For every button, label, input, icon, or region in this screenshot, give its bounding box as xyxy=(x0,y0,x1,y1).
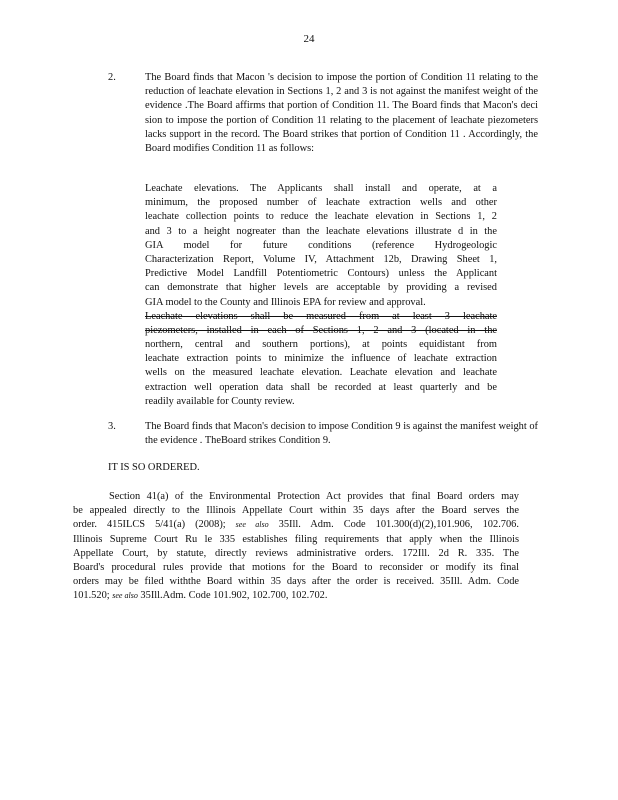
paragraph-line: Section 41(a) of the Environmental Protection Act provides that final Board orders may xyxy=(109,491,519,502)
paragraph-line: Board's procedural rules provide that motions for the Board to reconsider or modify its final xyxy=(73,561,519,573)
so-ordered-heading: IT IS SO ORDERED. xyxy=(108,462,200,473)
struck-text: Leachate elevations shall be measured from at least 3 leachate xyxy=(145,310,497,322)
item-text: The Board finds that Macon 's decision to impose the portion of Condition 11 relating to the reduction of leachate elevation in Sections 1, 2 and 3 is not against the manifest weight of the evidence .The Board affirms that portion of Condition 11. The Board finds that Macon's deci sion to impose the portion of Condition 11 relating to the placement of leachate piezometers lacks support in the record. The Board strikes that portion of Condition 11 . Accordingly, the Board modifies Condition 11 as follows: xyxy=(145,72,538,155)
paragraph-line: 101.520; see also 35Ill.Adm. Code 101.902, 102.700, 102.702. xyxy=(73,590,328,602)
paragraph-line: Appellate Court, by statute, directly reviews administrative orders. 172Ill. 2d R. 335. The xyxy=(73,547,519,559)
item-number: 2. xyxy=(108,72,116,83)
condition-line: northern, central and southern portions), at points equidistant from xyxy=(145,339,497,351)
condition-line: GIA model to the County and Illinois EPA for review and approval. xyxy=(145,296,426,308)
condition-line: Characterization Report, Volume IV, Attachment 12b, Drawing Sheet 1, xyxy=(145,253,497,265)
condition-line: GIA model for future conditions (reference Hydrogeologic xyxy=(145,239,497,251)
paragraph-line: orders may be filed withthe Board within 35 days after the order is received. 35Ill. Adm. Code xyxy=(73,576,519,588)
struck-condition-line xyxy=(145,310,497,324)
item-number: 3. xyxy=(108,421,116,432)
condition-11-block xyxy=(145,182,497,409)
condition-line: can demonstrate that higher levels are acceptable by providing a revised xyxy=(145,282,497,294)
condition-line: leachate collection points to reduce the leachate elevation in Sections 1, 2 xyxy=(145,211,497,223)
order-item-2 xyxy=(108,71,538,156)
condition-line: extraction well operation data shall be recorded at least quarterly and be xyxy=(145,381,497,393)
condition-line: and 3 to a height nogreater than the leachate elevations illustrate d in the xyxy=(145,225,497,237)
condition-line: Leachate elevations. The Applicants shall install and operate, at a xyxy=(145,183,497,194)
citation-signal: see also xyxy=(235,520,269,530)
appeal-paragraph xyxy=(73,490,519,604)
paragraph-line: Illinois Supreme Court Ru le 335 establishes filing requirements that apply when the Illinois xyxy=(73,533,519,545)
condition-line: Predictive Model Landfill Potentiometric Contours) unless the Applicant xyxy=(145,268,497,280)
citation-signal: see also xyxy=(112,591,138,601)
condition-line: minimum, the proposed number of leachate extraction wells and other xyxy=(145,197,497,209)
condition-line: leachate extraction points to minimize the influence of leachate extraction xyxy=(145,353,497,365)
paragraph-line: be appealed directly to the Illinois Appellate Court within 35 days after the Board serves the xyxy=(73,505,519,517)
order-item-3 xyxy=(108,420,538,448)
item-text: The Board finds that Macon's decision to impose Condition 9 is against the manifest weight of the evidence . TheBoard strikes Condition 9. xyxy=(145,421,538,447)
page-number: 24 xyxy=(303,33,315,45)
condition-line: wells on the measured leachate elevation. Leachate elevation and leachate xyxy=(145,367,497,379)
struck-text: piezometers, installed in each of Sections 1, 2 and 3 (located in the xyxy=(145,324,497,336)
paragraph-line: order. 415ILCS 5/41(a) (2008); see also 35Ill. Adm. Code 101.300(d)(2),101.906, 102.706. xyxy=(73,519,519,531)
struck-condition-line xyxy=(145,324,497,338)
condition-line: readily available for County review. xyxy=(145,395,295,407)
